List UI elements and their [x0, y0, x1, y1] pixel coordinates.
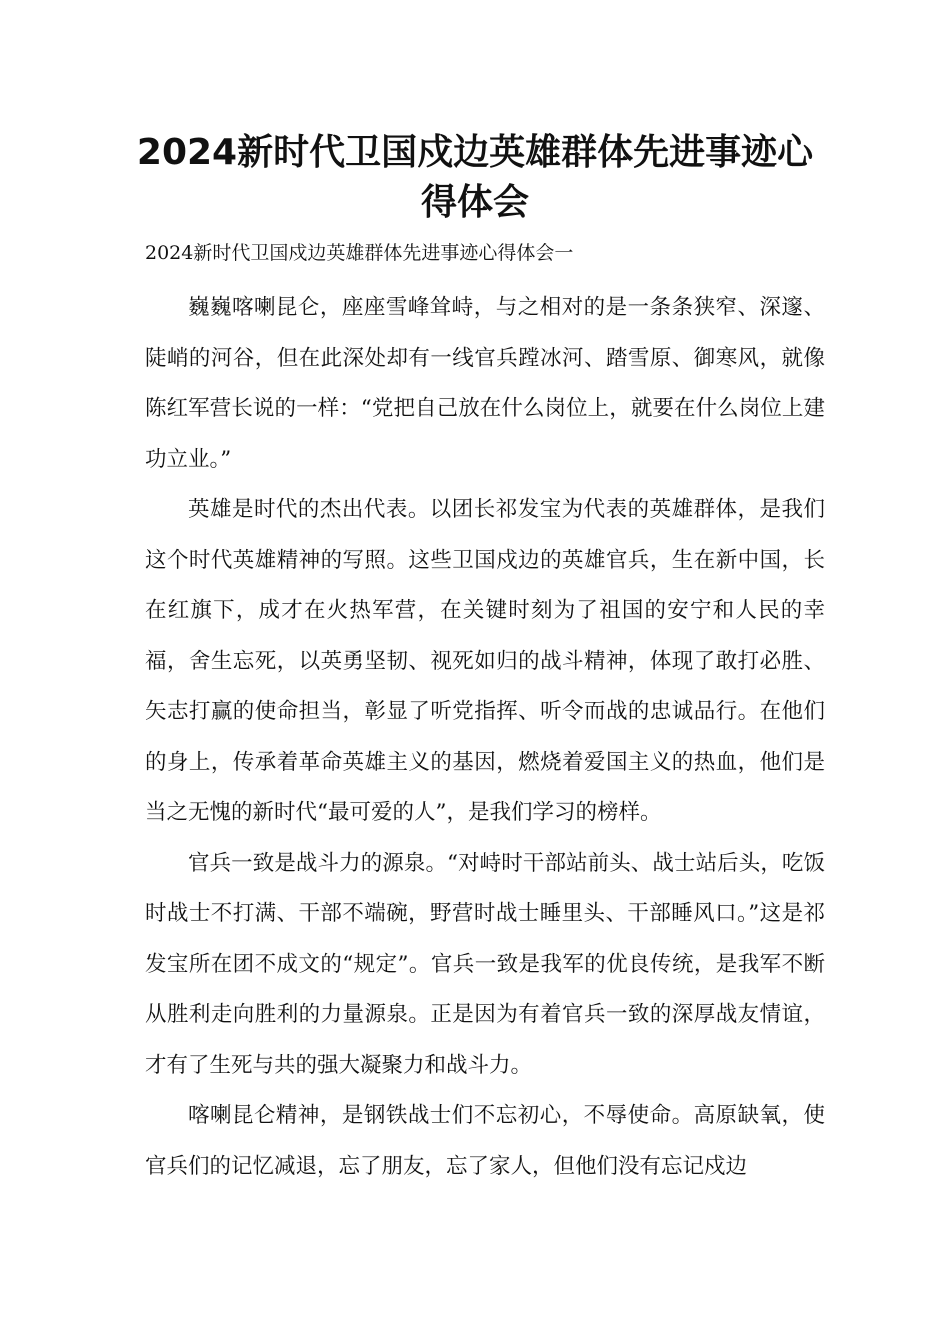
document-body — [145, 283, 825, 1192]
document-subtitle: 2024新时代卫国戍边英雄群体先进事迹心得体会一 — [145, 242, 574, 264]
paragraph: 英雄是时代的杰出代表。以团长祁发宝为代表的英雄群体，是我们这个时代英雄精神的写照。这些卫国戍边的英雄官兵，生在新中国，长在红旗下，成才在火热军营，在关键时刻为了祖国的安宁和人民的幸福，舍生忘死，以英勇坚韧、视死如归的战斗精神，体现了敢打必胜、矢志打赢的使命担当，彰显了听党指挥、听令而战的忠诚品行。在他们的身上，传承着革命英雄主义的基因，燃烧着爱国主义的热血，他们是当之无愧的新时代“最可爱的人”，是我们学习的榜样。 — [145, 497, 825, 825]
paragraph: 官兵一致是战斗力的源泉。“对峙时干部站前头、战士站后头，吃饭时战士不打满、干部不端碗，野营时战士睡里头、干部睡风口。”这是祁发宝所在团不成文的“规定”。官兵一致是我军的优良传统，是我军不断从胜利走向胜利的力量源泉。正是因为有着官兵一致的深厚战友情谊，才有了生死与共的强大凝聚力和战斗力。 — [145, 850, 825, 1078]
document-title: 2024新时代卫国戍边英雄群体先进事迹心得体会 — [136, 132, 814, 223]
paragraph: 巍巍喀喇昆仑，座座雪峰耸峙，与之相对的是一条条狭窄、深邃、陡峭的河谷，但在此深处却有一线官兵蹚冰河、踏雪原、御寒风，就像陈红军营长说的一样：“党把自己放在什么岗位上，就要在什么岗位上建功立业。” — [145, 295, 825, 472]
paragraph: 喀喇昆仑精神，是钢铁战士们不忘初心，不辱使命。高原缺氧，使官兵们的记忆减退，忘了朋友，忘了家人，但他们没有忘记戍边 — [145, 1103, 825, 1179]
